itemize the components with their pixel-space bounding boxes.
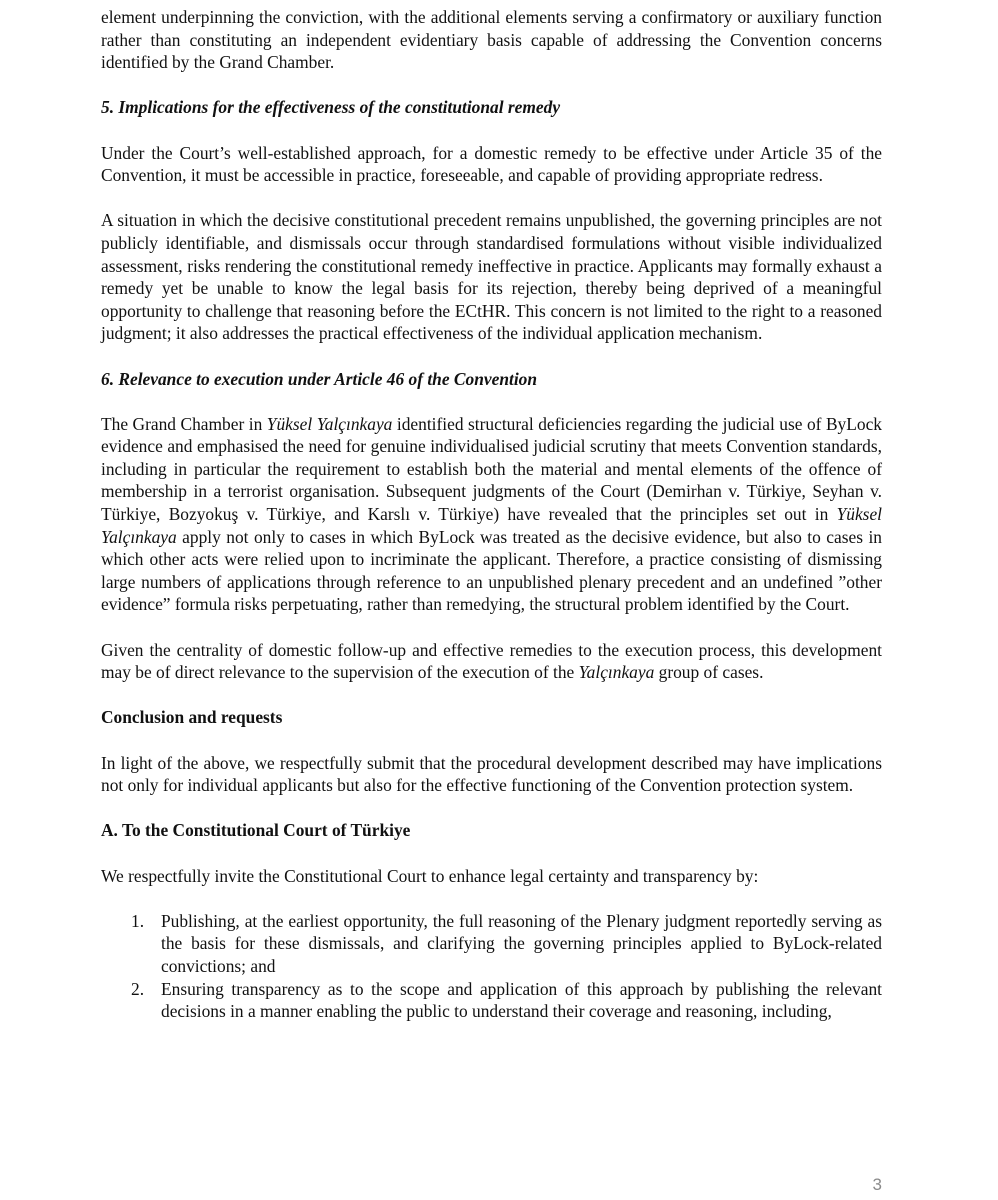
case-name: Yalçınkaya	[578, 662, 655, 683]
case-name: Yüksel Yalçınkaya	[101, 504, 882, 547]
list-item-text: Publishing, at the earliest opportunity, the full reasoning of the Plenary judgment reportedly serving as the basis for these dismissals, and clarifying the governing principles applied to ByLock-related convictions; and	[161, 910, 882, 976]
case-name: Yüksel Yalçınkaya	[266, 413, 393, 434]
section-5-heading: 5. Implications for the effectiveness of the constitutional remedy	[101, 97, 561, 118]
text-run: apply not only to cases in which ByLock was treated as the decisive evidence, but also to cases in which other acts were relied upon to incriminate the applicant. Therefore, a practice consisting of dismissing large numbers of applications through reference to an unpublished plenary precedent and an undefined ”other evidence” formula risks perpetuating, rather than remedying, the structural problem identified by the Court.	[101, 526, 882, 615]
text-run: The Grand Chamber in	[101, 413, 267, 434]
page-number: 3	[872, 1175, 882, 1194]
list-item-number: 1.	[131, 910, 145, 931]
text-run: Given the centrality of domestic follow-up and effective remedies to the execution process, this development may be of direct relevance to the supervision of the execution of the	[101, 639, 882, 683]
section-6-heading: 6. Relevance to execution under Article 46 of the Convention	[101, 368, 538, 389]
list-item-text: Ensuring transparency as to the scope and application of this approach by publishing the relevant decisions in a manner enabling the public to understand their coverage and reasoning, including,	[161, 978, 882, 1022]
text-run: identified structural deficiencies regarding the judicial use of ByLock evidence and emphasised the need for genuine individualised judicial scrutiny that meets Convention standards, including in particular the requirement to establish both the material and mental elements of the offence of membership in a terrorist organisation. Subsequent judgments of the Court (Demirhan v. Türkiye, Seyhan v. Türkiye, Bozyokuş v. Türkiye, and Karslı v. Türkiye) have revealed that the principles set out in	[101, 413, 882, 525]
document-page	[101, 6, 882, 1023]
conclusion-paragraph: In light of the above, we respectfully submit that the procedural development described may have implications not only for individual applicants but also for the effective functioning of the Convention protection system.	[101, 752, 882, 796]
list-item	[131, 978, 882, 1023]
section-5-paragraph-2: A situation in which the decisive constitutional precedent remains unpublished, the governing principles are not publicly identifiable, and dismissals occur through standardised formulations without visible individualized assessment, risks rendering the constitutional remedy ineffective in practice. Applicants may formally exhaust a remedy yet be unable to know the legal basis for its rejection, thereby being deprived of a meaningful opportunity to challenge that reasoning before the ECtHR. This concern is not limited to the right to a reasoned judgment; it also addresses the practical effectiveness of the individual application mechanism.	[101, 210, 882, 344]
list-item-number: 2.	[131, 978, 145, 999]
section-a-intro: We respectfully invite the Constitutional Court to enhance legal certainty and transparency by:	[101, 865, 759, 886]
section-a-heading: A. To the Constitutional Court of Türkiye	[101, 820, 411, 841]
list-item	[131, 910, 882, 978]
continuation-paragraph: element underpinning the conviction, with the additional elements serving a confirmatory or auxiliary function rather than constituting an independent evidentiary basis capable of addressing the Convention concerns identified by the Grand Chamber.	[101, 7, 882, 73]
section-5-paragraph-1: Under the Court’s well-established approach, for a domestic remedy to be effective under Article 35 of the Convention, it must be accessible in practice, foreseeable, and capable of providing appropriate redress.	[101, 142, 882, 186]
text-run: group of cases.	[654, 662, 764, 683]
request-list	[101, 910, 882, 1023]
section-6-paragraph-2	[101, 639, 882, 684]
section-6-paragraph-1	[101, 413, 882, 616]
conclusion-heading: Conclusion and requests	[101, 707, 283, 728]
